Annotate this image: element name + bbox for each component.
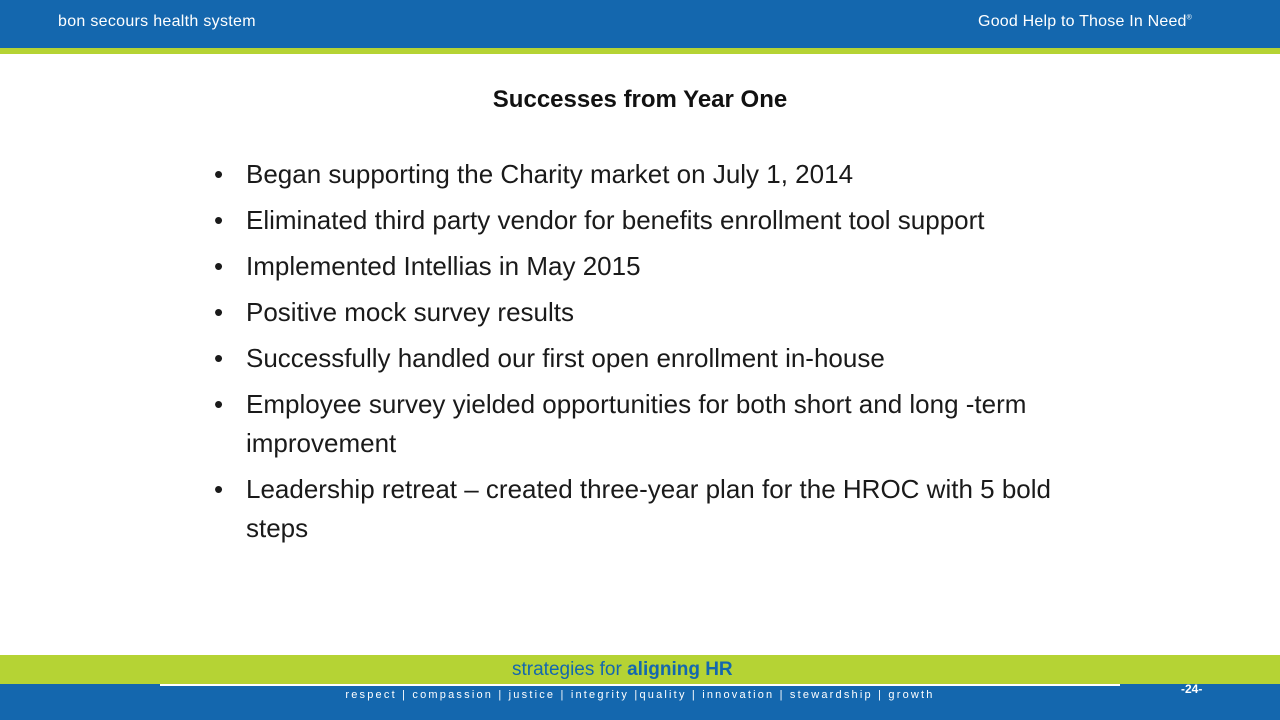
- bullet-text: Eliminated third party vendor for benefits enrollment tool support: [246, 205, 985, 235]
- registered-mark: ®: [1186, 14, 1192, 22]
- bullet-item: [214, 155, 1094, 194]
- slide-title: Successes from Year One: [492, 86, 788, 113]
- header-tagline-text: Good Help to Those In Need: [978, 13, 1187, 30]
- bullet-dot: •: [214, 389, 224, 419]
- bullet-item: [214, 293, 1094, 332]
- bullet-item: [214, 201, 1094, 240]
- bullet-text: Successfully handled our first open enrollment in-house: [246, 343, 885, 373]
- header-accent-stripe: [0, 48, 1280, 54]
- footer-tagline: [512, 659, 733, 681]
- footer-divider: [160, 684, 1120, 686]
- header-tagline: [978, 13, 1192, 31]
- bullet-dot: •: [214, 205, 224, 235]
- bullet-list: [214, 155, 1094, 555]
- footer-tagline-bold: aligning HR: [627, 659, 733, 680]
- bullet-text: Implemented Intellias in May 2015: [246, 251, 641, 281]
- bullet-dot: •: [214, 474, 224, 504]
- values-line: [0, 689, 1280, 701]
- header-bar: [0, 0, 1280, 48]
- bullet-dot: •: [214, 159, 224, 189]
- bullet-item: [214, 339, 1094, 378]
- footer-tagline-prefix: strategies for: [512, 659, 628, 680]
- bullet-text: Began supporting the Charity market on July 1, 2014: [246, 159, 854, 189]
- brand-name: bon secours health system: [58, 13, 256, 30]
- bullet-item: [214, 470, 1094, 548]
- bullet-item: [214, 385, 1094, 463]
- bullet-dot: •: [214, 251, 224, 281]
- values-text: respect | compassion | justice | integrity |quality | innovation | stewardship | growth: [345, 689, 935, 701]
- bullet-text: Positive mock survey results: [246, 297, 574, 327]
- bullet-dot: •: [214, 297, 224, 327]
- page-number: -24-: [1181, 682, 1203, 696]
- bullet-text: Leadership retreat – created three-year plan for the HROC with 5 bold steps: [246, 474, 1051, 543]
- bullet-item: [214, 247, 1094, 286]
- bullet-dot: •: [214, 343, 224, 373]
- bullet-text: Employee survey yielded opportunities for both short and long -term improvement: [246, 389, 1027, 458]
